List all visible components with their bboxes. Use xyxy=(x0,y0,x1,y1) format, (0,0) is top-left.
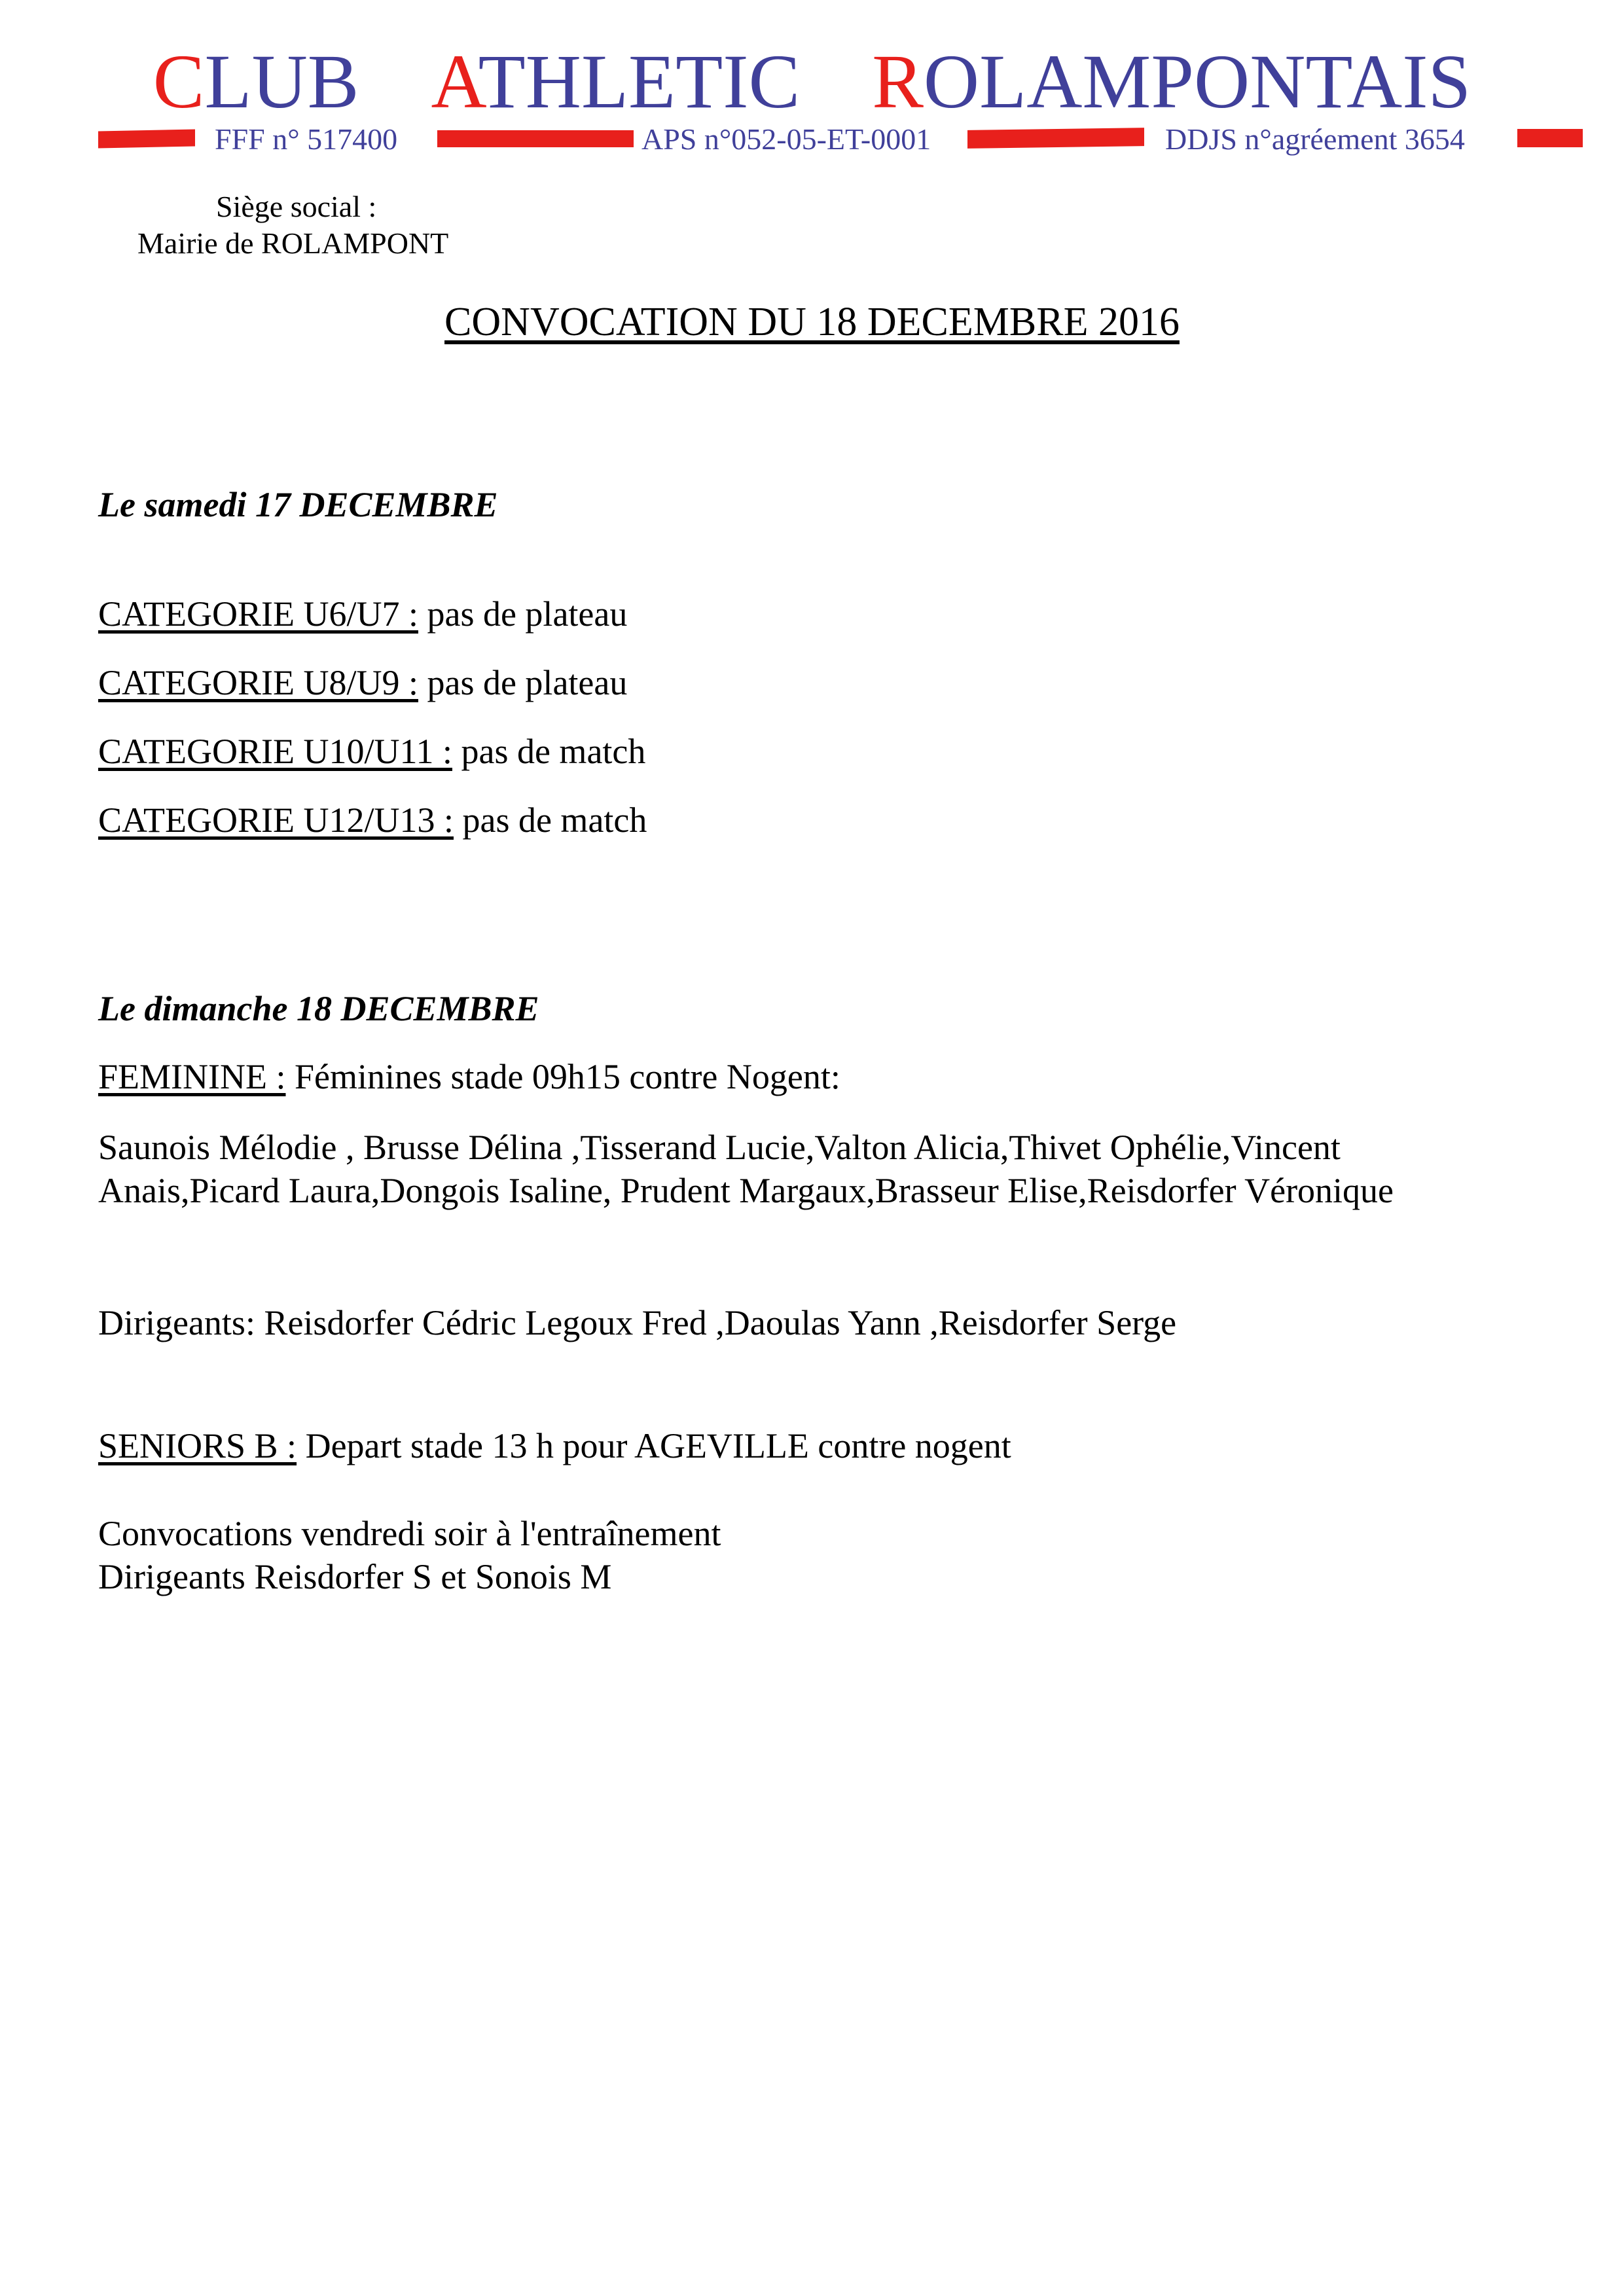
category-line xyxy=(98,592,627,636)
sunday-heading: Le dimanche 18 DECEMBRE xyxy=(98,989,539,1028)
fff-number: FFF n° 517400 xyxy=(215,122,398,156)
siege-value: Mairie de ROLAMPONT xyxy=(137,226,449,260)
club-title xyxy=(0,39,1624,124)
dirigeants-seniors-line: Dirigeants Reisdorfer S et Sonois M xyxy=(98,1557,612,1596)
club-word-2: ATHLETIC xyxy=(431,39,801,124)
category-line xyxy=(98,730,645,773)
category-value: pas de match xyxy=(452,732,646,771)
convocations-line: Convocations vendredi soir à l'entraînement xyxy=(98,1514,721,1553)
players-list-line-2: Anais,Picard Laura,Dongois Isaline, Prudent Margaux,Brasseur Elise,Reisdorfer Véronique xyxy=(98,1171,1394,1210)
category-label: CATEGORIE U12/U13 : xyxy=(98,800,454,840)
club-word-1: CLUB xyxy=(153,39,359,124)
players-list-line-1: Saunois Mélodie , Brusse Délina ,Tisserand Lucie,Valton Alicia,Thivet Ophélie,Vincent xyxy=(98,1128,1341,1167)
seniors-value: Depart stade 13 h pour AGEVILLE contre nogent xyxy=(297,1426,1011,1465)
club-word-3: ROLAMPONTAIS xyxy=(872,39,1471,124)
seniors-label: SENIORS B : xyxy=(98,1426,297,1465)
red-bar-decoration xyxy=(967,128,1144,149)
document-title: CONVOCATION DU 18 DECEMBRE 2016 xyxy=(444,300,1180,344)
feminine-value: Féminines stade 09h15 contre Nogent: xyxy=(285,1057,840,1096)
category-value: pas de match xyxy=(453,800,647,840)
category-label: CATEGORIE U8/U9 : xyxy=(98,663,418,702)
category-line xyxy=(98,661,627,704)
aps-number: APS n°052-05-ET-0001 xyxy=(641,122,931,156)
red-bar-decoration xyxy=(1517,129,1583,147)
registration-line xyxy=(0,121,1624,158)
red-bar-decoration xyxy=(437,130,634,147)
category-value: pas de plateau xyxy=(418,594,628,634)
siege-social xyxy=(124,188,448,262)
dirigeants-line: Dirigeants: Reisdorfer Cédric Legoux Fred ,Daoulas Yann ,Reisdorfer Serge xyxy=(98,1303,1177,1342)
saturday-heading: Le samedi 17 DECEMBRE xyxy=(98,485,498,524)
category-value: pas de plateau xyxy=(418,663,628,702)
feminine-label: FEMININE : xyxy=(98,1057,286,1096)
feminine-line xyxy=(98,1055,840,1098)
category-label: CATEGORIE U6/U7 : xyxy=(98,594,418,634)
category-line xyxy=(98,798,647,842)
red-bar-decoration xyxy=(98,129,195,148)
siege-label: Siège social : xyxy=(216,190,377,223)
category-label: CATEGORIE U10/U11 : xyxy=(98,732,452,771)
seniors-line xyxy=(98,1424,1011,1467)
ddjs-number: DDJS n°agréement 3654 xyxy=(1165,122,1465,156)
